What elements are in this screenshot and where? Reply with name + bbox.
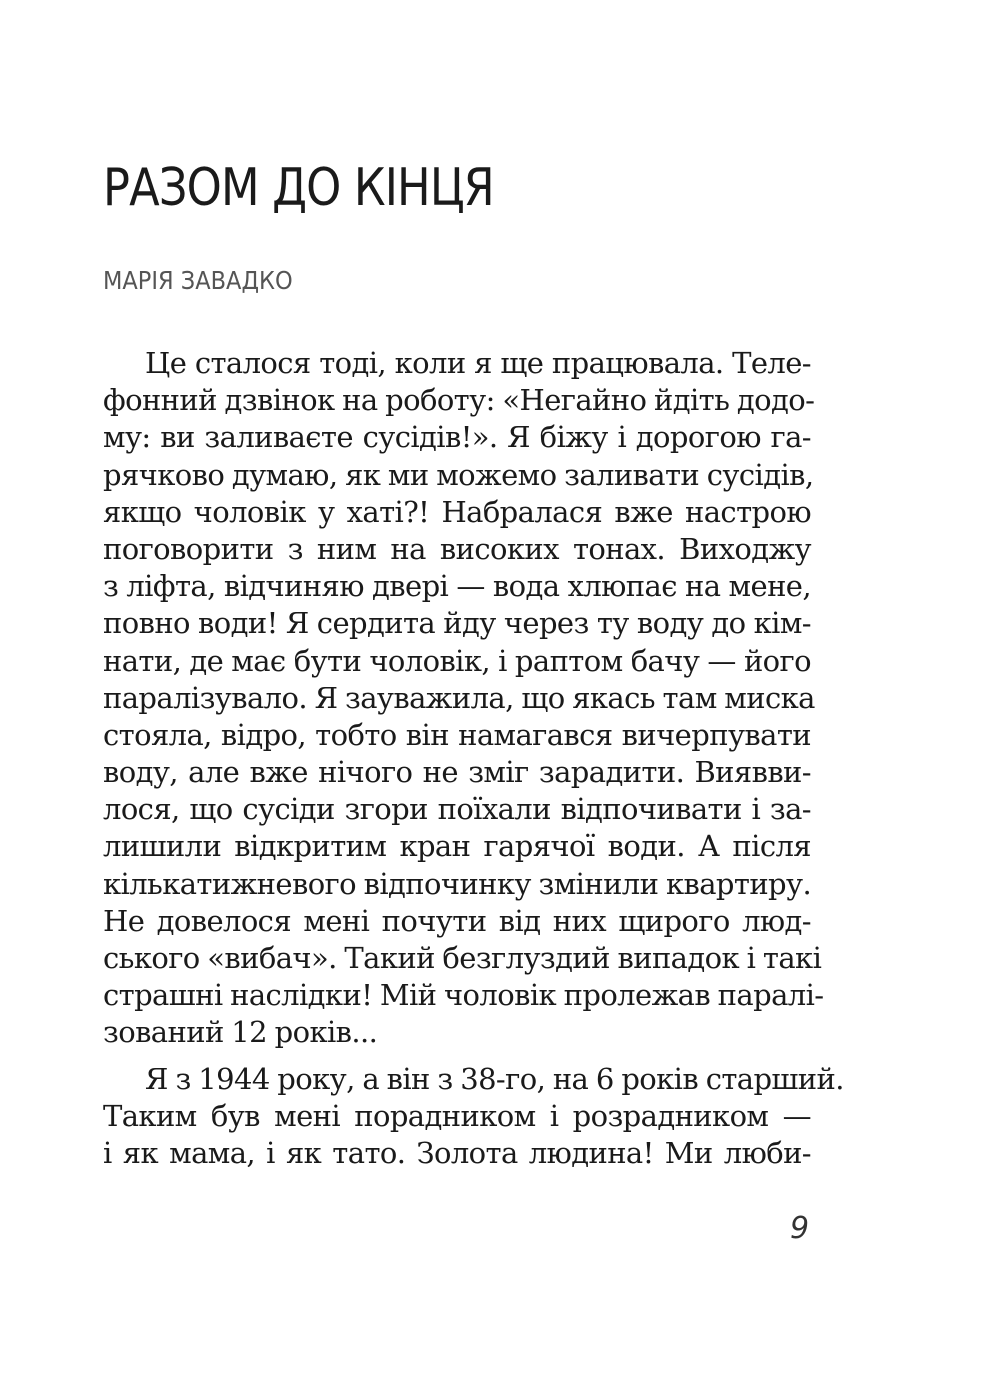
text-line: кількатижневого відпочинку змінили квартиру.: [103, 866, 812, 901]
text-line: стояла, відро, тобто він намагався вичерпувати: [103, 717, 811, 752]
text-line: Я з 1944 року, а він з 38-го, на 6 років старший.: [145, 1061, 844, 1096]
text-line: паралізувало. Я зауважила, що якась там миска: [103, 680, 815, 715]
text-line: поговорити з ним на високих тонах. Виходжу: [103, 531, 811, 566]
text-line: нати, де має бути чоловік, і раптом бачу — його: [103, 643, 811, 678]
text-line: ського «вибач». Такий безглуздий випадок і такі: [103, 941, 822, 975]
text-line: му: ви заливаєте сусідів!». Я біжу і дорогою га-: [103, 420, 811, 455]
text-line: воду, але вже нічого не зміг зарадити. Виявви-: [103, 755, 811, 790]
text-line: Не довелося мені почути від них щирого люд-: [103, 903, 811, 938]
text-line: лишили відкритим кран гарячої води. А після: [103, 829, 811, 864]
text-line: лося, що сусіди згори поїхали відпочивати і за-: [103, 792, 811, 827]
page-number: 9: [790, 1211, 810, 1246]
text-line: Таким був мені порадником і розрадником —: [103, 1098, 811, 1133]
text-line: повно води! Я сердита йду через ту воду до кім-: [103, 606, 811, 641]
text-line: рячково думаю, як ми можемо заливати сусідів,: [103, 457, 814, 492]
paragraph-2: [103, 1061, 844, 1173]
paragraph-1: [103, 345, 824, 1052]
text-line: Це сталося тоді, коли я ще працювала. Теле-: [145, 346, 811, 380]
text-line: зований 12 років...: [103, 1015, 378, 1050]
text-line: якщо чоловік у хаті?! Набралася вже настрою: [103, 494, 811, 529]
chapter-author: МАРІЯ ЗАВАДКО: [103, 266, 293, 295]
chapter-body: [103, 345, 844, 1181]
text-line: з ліфта, відчиняю двері — вода хлюпає на мене,: [103, 569, 811, 604]
text-line: фонний дзвінок на роботу: «Негайно йдіть додо-: [103, 383, 815, 418]
text-line: страшні наслідки! Мій чоловік пролежав паралі-: [103, 978, 824, 1013]
text-line: і як мама, і як тато. Золота людина! Ми люби-: [103, 1135, 811, 1170]
chapter-title: РАЗОМ ДО КІНЦЯ: [103, 158, 494, 218]
